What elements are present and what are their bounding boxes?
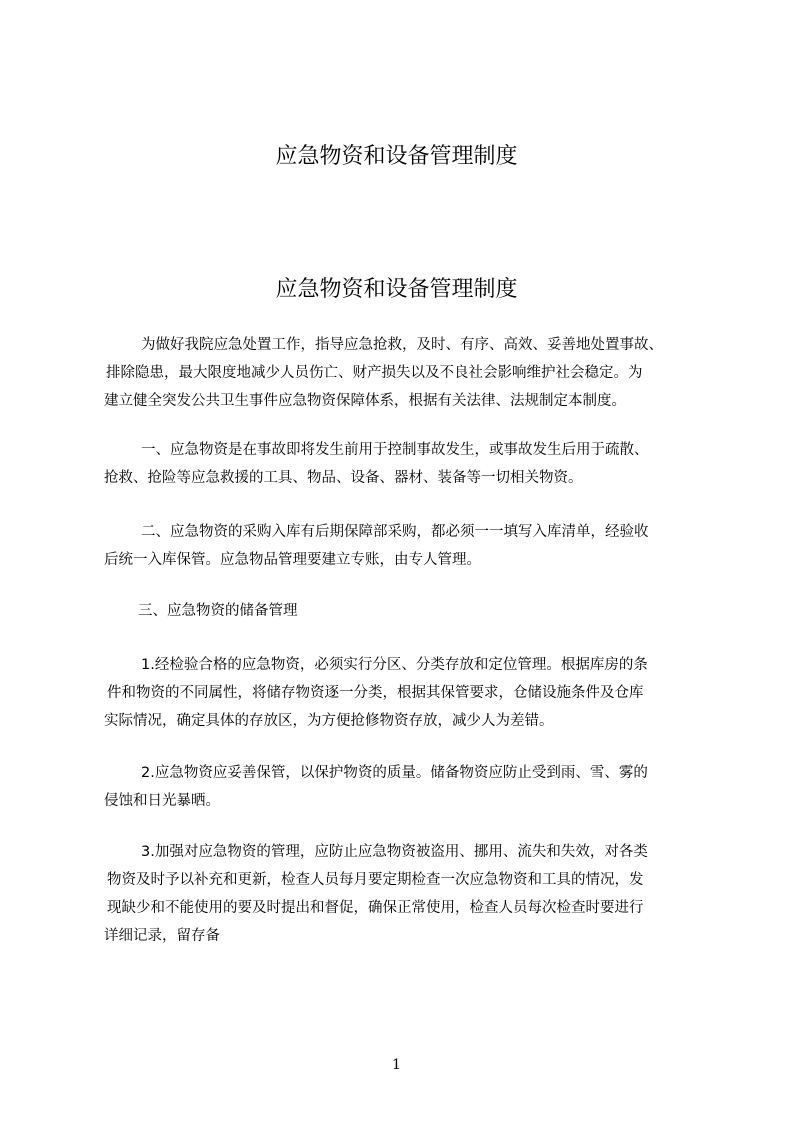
section-2-line-1: 二、应急物资的采购入库有后期保障部采购，都必须一一填写入库清单，经验收 <box>141 524 649 540</box>
item-3-line-3: 现缺少和不能使用的要及时提出和督促，确保正常使用，检查人员每次检查时要进行 <box>107 900 644 916</box>
section-3-heading <box>104 597 724 625</box>
section-2-line-2: 后统一入库保管。应急物品管理要建立专账，由专人管理。 <box>104 552 481 568</box>
item-3-line-4: 详细记录，留存备 <box>104 928 220 944</box>
intro-line-2: 排除隐患，最大限度地减少人员伤亡、财产损失以及不良社会影响维护社会稳定。为 <box>106 365 643 381</box>
section-1-line-1: 一、应急物资是在事故即将发生前用于控制事故发生，或事故发生后用于疏散、 <box>141 442 649 458</box>
intro-paragraph <box>104 331 724 415</box>
item-2-line-2: 侵蚀和日光暴晒。 <box>104 793 220 809</box>
item-1-line-2: 件和物资的不同属性，将储存物资逐一分类，根据其保管要求，仓储设施条件及仓库 <box>107 685 644 701</box>
item-1-line-3: 实际情况，确定具体的存放区，为方便抢修物资存放，减少人为差错。 <box>104 713 554 729</box>
item-3-line-2: 物资及时予以补充和更新，检查人员每月要定期检查一次应急物资和工具的情况，发 <box>107 872 644 888</box>
intro-line-1: 为做好我院应急处置工作，指导应急抢救，及时、有序、高效、妥善地处置事故、 <box>141 337 663 353</box>
item-2-paragraph <box>104 759 724 815</box>
document-title-main: 应急物资和设备管理制度 <box>275 277 518 302</box>
section-2-paragraph <box>104 518 724 574</box>
item-1-line-1: 1.经检验合格的应急物资，必须实行分区、分类存放和定位管理。根据库房的条 <box>141 657 648 673</box>
item-3-paragraph <box>104 838 724 950</box>
section-3-heading-text: 三、应急物资的储备管理 <box>138 603 298 619</box>
item-2-line-1: 2.应急物资应妥善保管，以保护物资的质量。储备物资应防止受到雨、雪、雾的 <box>141 765 648 781</box>
intro-line-3: 建立健全突发公共卫生事件应急物资保障体系，根据有关法律、法规制定本制度。 <box>104 393 626 409</box>
section-1-paragraph <box>104 436 724 492</box>
document-title-top: 应急物资和设备管理制度 <box>275 144 518 169</box>
item-1-paragraph <box>104 651 724 735</box>
item-3-line-1: 3.加强对应急物资的管理，应防止应急物资被盗用、挪用、流失和失效，对各类 <box>141 844 648 860</box>
page-number: 1 <box>392 1057 401 1073</box>
section-1-line-2: 抢救、抢险等应急救援的工具、物品、设备、器材、装备等一切相关物资。 <box>104 470 583 486</box>
